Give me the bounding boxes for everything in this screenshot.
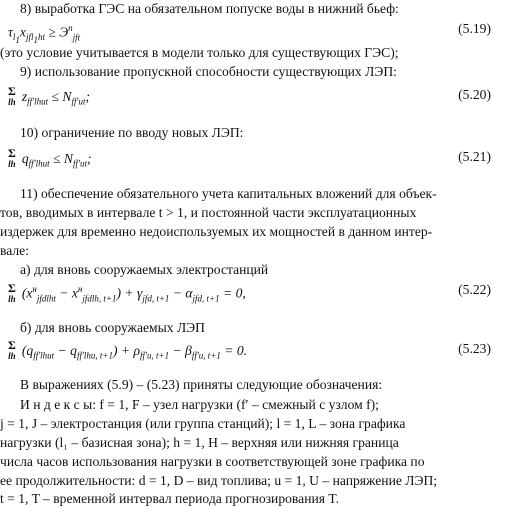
formula-5-23: Σ lh $(q_{ff'lhut} - q_{ff'lhu, t+1}) + \rho_{ff'u, t+1} - \beta_{ff'u, t+1} = 0$. bbox=[8, 338, 248, 361]
item-11-line-1: 11) обеспечение обязательного учета капитальных вложений для объек- bbox=[20, 186, 437, 201]
eq-number-5-19: (5.19) bbox=[458, 21, 491, 36]
eq-number-5-22: (5.22) bbox=[458, 282, 491, 297]
notation-indices-5: ее продолжительности: d = 1, D – вид топлива; u = 1, U – напряжение ЛЭП; bbox=[0, 473, 438, 488]
item-11a-text: а) для вновь сооружаемых электростанций bbox=[20, 262, 269, 277]
formula-5-22: Σ lh $(x^н_{jfdlht} - x^н_{jfdlh, t+1}) + \gamma_{jfd, t+1} - \alpha_{jfd, t+1} = 0$, bbox=[8, 280, 246, 304]
item-11b-text: б) для вновь сооружаемых ЛЭП bbox=[20, 320, 205, 335]
item-8-text: 8) выработка ГЭС на обязательном попуске воды в нижний бьеф: bbox=[20, 1, 399, 16]
notation-indices-6: t = 1, T – временной интервал периода прогнозирования T. bbox=[0, 491, 340, 506]
notation-indices-3: нагрузки (l₁ – базисная зона); h = 1, H – верхняя или нижняя граница bbox=[0, 435, 399, 450]
notation-intro: В выражениях (5.9) – (5.23) приняты следующие обозначения: bbox=[20, 377, 383, 392]
item-11-line-2: тов, вводимых в интервале t > 1, и постоянной части эксплуатационных bbox=[0, 205, 417, 220]
eq-number-5-23: (5.23) bbox=[458, 341, 491, 356]
eq-number-5-20: (5.20) bbox=[458, 87, 491, 102]
notation-indices-4: числа часов использования нагрузки в соответствующей зоне графика по bbox=[0, 454, 425, 469]
formula-5-19: $\tau_{l_1}x_{jfl_1ht} \ge Э^п_{jft}$ bbox=[8, 23, 81, 46]
item-10-text: 10) ограничение по вводу новых ЛЭП: bbox=[20, 125, 244, 140]
notation-indices-1: И н д е к с ы: f = 1, F – узел нагрузки (f′ – смежный с узлом f); bbox=[20, 397, 379, 412]
item-8-note: (это условие учитывается в модели только для существующих ГЭС); bbox=[0, 45, 399, 60]
formula-5-21: Σ lh $q_{ff'lhut} \le N_{ff'ut}$; bbox=[8, 146, 92, 169]
formula-5-20: Σ lh $z_{ff'lhut} \le N_{ff'ut}$; bbox=[8, 84, 90, 107]
item-11-line-3: издержек для временно недоиспользуемых их мощностей в данном интер- bbox=[0, 224, 433, 239]
notation-indices-2: j = 1, J – электростанция (или группа станций); l = 1, L – зона графика bbox=[0, 416, 406, 431]
item-11-line-4: вале: bbox=[0, 243, 29, 258]
eq-number-5-21: (5.21) bbox=[458, 149, 491, 164]
item-9-text: 9) использование пропускной способности существующих ЛЭП: bbox=[20, 64, 397, 79]
